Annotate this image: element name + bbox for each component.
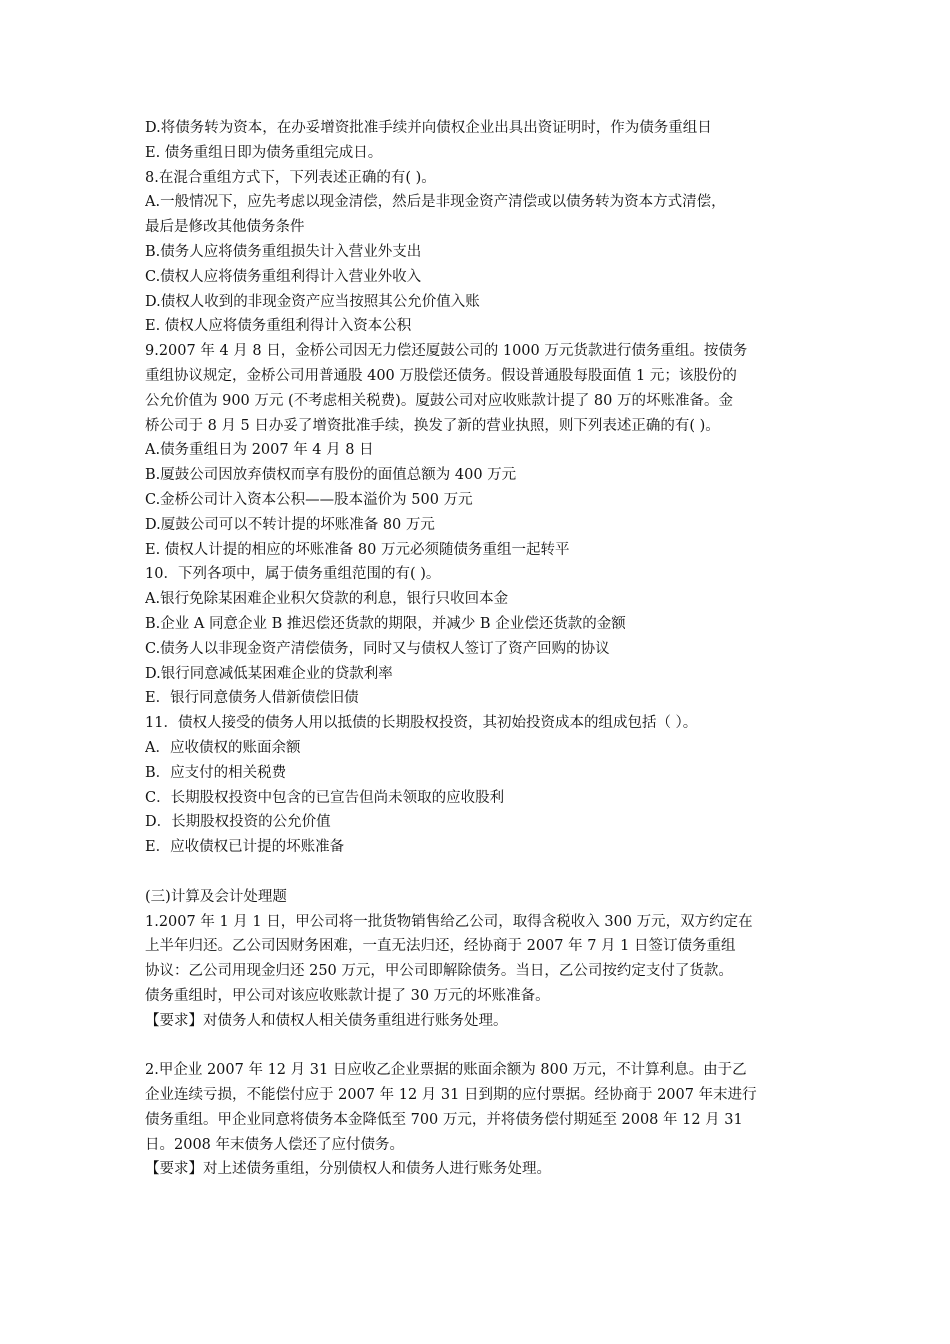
q7-option-d: D.将债务转为资本，在办妥增资批准手续并向债权企业出具出资证明时，作为债务重组日 [145,120,712,136]
problem1-requirement: 【要求】对债务人和债权人相关债务重组进行账务处理。 [145,1012,508,1029]
q11-option-e: E．应收债权已计提的坏账准备 [145,839,345,856]
q10-option-b: B.企业 A 同意企业 B 推迟偿还货款的期限，并减少 B 企业偿还货款的金额 [145,615,626,632]
q11-option-a: A．应收债权的账面余额 [145,739,301,756]
q8-option-c: C.债权人应将债务重组利得计入营业外收入 [145,268,422,285]
problem2-line2: 企业连续亏损，不能偿付应于 2007 年 12 月 31 日到期的应付票据。经协商于 2007 年末进行 [145,1087,757,1104]
problem2-line1: 2.甲企业 2007 年 12 月 31 日应收乙企业票据的账面余额为 800 万元，不计算利息。由于乙 [145,1062,747,1079]
q8-option-a-line2: 最后是修改其他债务条件 [145,219,305,236]
q10-option-a: A.银行免除某困难企业积欠贷款的利息，银行只收回本金 [145,591,509,608]
q8-option-a-line1: A.一般情况下，应先考虑以现金清偿，然后是非现金资产清偿或以债务转为资本方式清偿， [145,194,726,211]
q11-option-c: C．长期股权投资中包含的已宣告但尚未领取的应收股利 [145,789,505,806]
problem2-line4: 日。2008 年末债务人偿还了应付债务。 [145,1136,405,1153]
q7-option-e: E. 债务重组日即为债务重组完成日。 [145,144,383,161]
spacer [145,860,807,885]
q10-stem: 10．下列各项中，属于债务重组范围的有( )。 [145,566,441,583]
problem1-line4: 债务重组时，甲公司对该应收账款计提了 30 万元的坏账准备。 [145,987,550,1004]
q8-option-d: D.债权人收到的非现金资产应当按照其公允价值入账 [145,293,480,310]
q9-option-c: C.金桥公司计入资本公积——股本溢价为 500 万元 [145,491,473,508]
q9-stem-line4: 桥公司于 8 月 5 日办妥了增资批准手续，换发了新的营业执照，则下列表述正确的有( )。 [145,417,720,434]
q8-option-b: B.债务人应将债务重组损失计入营业外支出 [145,243,422,260]
spacer [145,1033,807,1058]
q11-stem: 11．债权人接受的债务人用以抵债的长期股权投资，其初始投资成本的组成包括（ ）。 [145,715,698,732]
q8-stem: 8.在混合重组方式下，下列表述正确的有( )。 [145,169,436,186]
section3-heading: (三)计算及会计处理题 [145,888,287,905]
q10-option-e: E．银行同意债务人借新债偿旧债 [145,690,359,707]
document-page [145,116,807,1182]
problem1-line1: 1.2007 年 1 月 1 日，甲公司将一批货物销售给乙公司，取得含税收入 300 万元，双方约定在 [145,913,753,930]
problem2-line3: 债务重组。甲企业同意将债务本金降低至 700 万元，并将债务偿付期延至 2008 年 12 月 31 [145,1111,743,1128]
problem1-line2: 上半年归还。乙公司因财务困难，一直无法归还，经协商于 2007 年 7 月 1 日签订债务重组 [145,938,736,955]
q8-option-e: E. 债权人应将债务重组利得计入资本公积 [145,318,412,335]
q9-option-d: D.厦鼓公司可以不转计提的坏账准备 80 万元 [145,516,435,533]
problem2-requirement: 【要求】对上述债务重组，分别债权人和债务人进行账务处理。 [145,1161,551,1178]
q9-stem-line3: 公允价值为 900 万元 (不考虑相关税费)。厦鼓公司对应收账款计提了 80 万的坏账准备。金 [145,392,733,409]
q9-option-e: E. 债权人计提的相应的坏账准备 80 万元必须随债务重组一起转平 [145,541,570,558]
q9-option-a: A.债务重组日为 2007 年 4 月 8 日 [145,442,374,459]
q9-stem-line1: 9.2007 年 4 月 8 日，金桥公司因无力偿还厦鼓公司的 1000 万元货款进行债务重组。按债务 [145,343,748,360]
q10-option-c: C.债务人以非现金资产清偿债务，同时又与债权人签订了资产回购的协议 [145,640,610,657]
q9-option-b: B.厦鼓公司因放弃债权而享有股份的面值总额为 400 万元 [145,467,517,484]
q10-option-d: D.银行同意减低某困难企业的贷款利率 [145,665,393,682]
q11-option-d: D．长期股权投资的公允价值 [145,814,331,831]
q11-option-b: B．应支付的相关税费 [145,764,287,781]
problem1-line3: 协议：乙公司用现金归还 250 万元，甲公司即解除债务。当日，乙公司按约定支付了货款。 [145,963,733,980]
q9-stem-line2: 重组协议规定，金桥公司用普通股 400 万股偿还债务。假设普通股每股面值 1 元；该股份的 [145,367,737,384]
